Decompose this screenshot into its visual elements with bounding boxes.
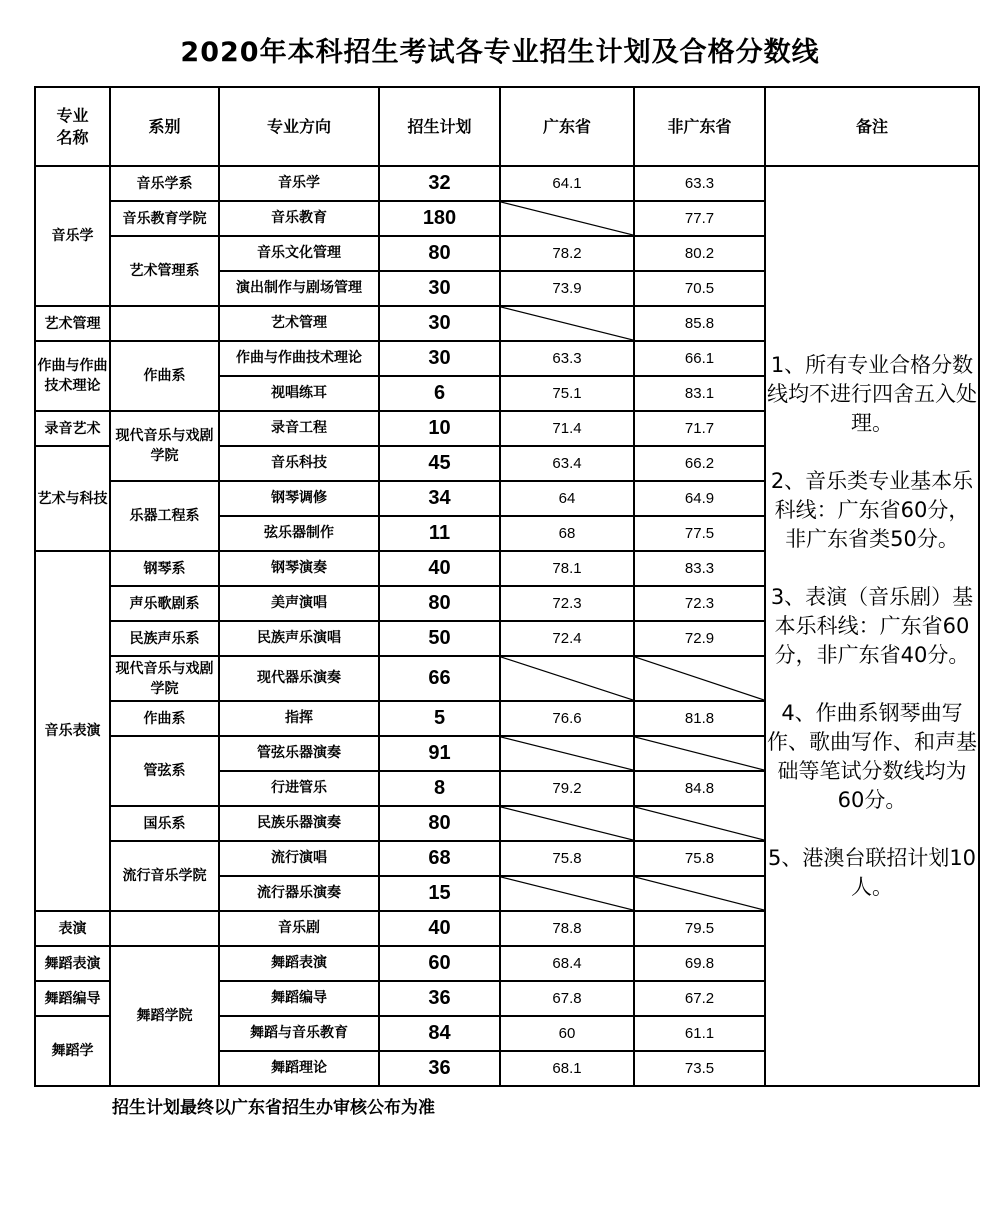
plan-cell: 80 (379, 586, 500, 621)
plan-cell: 6 (379, 376, 500, 411)
diagonal-slash (501, 657, 633, 700)
note-item: 3、表演（音乐剧）基本乐科线：广东省60分，非广东省40分。 (770, 584, 974, 667)
major-cell: 舞蹈编导 (35, 981, 110, 1016)
direction-cell: 音乐科技 (219, 446, 379, 481)
major-cell: 艺术管理 (35, 306, 110, 341)
non-guangdong-score-na (634, 876, 765, 911)
non-guangdong-score: 66.2 (634, 446, 765, 481)
guangdong-score-na (500, 201, 634, 236)
plan-cell: 30 (379, 306, 500, 341)
diagonal-slash (635, 657, 764, 700)
major-cell: 舞蹈学 (35, 1016, 110, 1086)
dept-cell: 声乐歌剧系 (110, 586, 219, 621)
non-guangdong-score: 71.7 (634, 411, 765, 446)
plan-cell: 30 (379, 341, 500, 376)
diagonal-slash (501, 307, 633, 340)
plan-cell: 180 (379, 201, 500, 236)
page-title: 2020年本科招生考试各专业招生计划及合格分数线 (180, 37, 820, 68)
direction-cell: 流行器乐演奏 (219, 876, 379, 911)
guangdong-score: 68.4 (500, 946, 634, 981)
direction-cell: 管弦乐器演奏 (219, 736, 379, 771)
non-guangdong-score: 69.8 (634, 946, 765, 981)
non-guangdong-score: 63.3 (634, 166, 765, 201)
direction-cell: 音乐学 (219, 166, 379, 201)
direction-cell: 音乐教育 (219, 201, 379, 236)
guangdong-score: 64 (500, 481, 634, 516)
direction-cell: 钢琴演奏 (219, 551, 379, 586)
direction-cell: 民族乐器演奏 (219, 806, 379, 841)
diagonal-slash (635, 877, 764, 910)
guangdong-score: 71.4 (500, 411, 634, 446)
header-direction: 专业方向 (219, 87, 379, 166)
non-guangdong-score: 67.2 (634, 981, 765, 1016)
non-guangdong-score: 84.8 (634, 771, 765, 806)
non-guangdong-score: 81.8 (634, 701, 765, 736)
plan-cell: 60 (379, 946, 500, 981)
plan-cell: 50 (379, 621, 500, 656)
non-guangdong-score: 72.9 (634, 621, 765, 656)
table-row (35, 166, 979, 201)
dept-cell: 作曲系 (110, 341, 219, 411)
plan-cell: 80 (379, 236, 500, 271)
plan-cell: 40 (379, 911, 500, 946)
dept-cell: 民族声乐系 (110, 621, 219, 656)
plan-cell: 84 (379, 1016, 500, 1051)
plan-cell: 66 (379, 656, 500, 701)
non-guangdong-score-na (634, 736, 765, 771)
plan-cell: 68 (379, 841, 500, 876)
direction-cell: 音乐剧 (219, 911, 379, 946)
plan-cell: 5 (379, 701, 500, 736)
guangdong-score: 68.1 (500, 1051, 634, 1086)
guangdong-score: 63.3 (500, 341, 634, 376)
major-cell: 艺术与科技 (35, 446, 110, 551)
direction-cell: 指挥 (219, 701, 379, 736)
direction-cell: 作曲与作曲技术理论 (219, 341, 379, 376)
note-item: 1、所有专业合格分数线均不进行四舍五入处理。 (767, 352, 977, 435)
non-guangdong-score: 77.5 (634, 516, 765, 551)
admission-table (34, 86, 980, 1087)
plan-cell: 36 (379, 981, 500, 1016)
plan-cell: 36 (379, 1051, 500, 1086)
non-guangdong-score: 85.8 (634, 306, 765, 341)
header-dept: 系别 (110, 87, 219, 166)
dept-cell: 艺术管理系 (110, 236, 219, 306)
plan-cell: 8 (379, 771, 500, 806)
plan-cell: 45 (379, 446, 500, 481)
diagonal-slash (635, 737, 764, 770)
guangdong-score-na (500, 656, 634, 701)
non-guangdong-score: 83.1 (634, 376, 765, 411)
header-row (35, 87, 979, 166)
non-guangdong-score: 61.1 (634, 1016, 765, 1051)
direction-cell: 舞蹈编导 (219, 981, 379, 1016)
header-notes: 备注 (765, 87, 979, 166)
non-guangdong-score: 75.8 (634, 841, 765, 876)
plan-cell: 34 (379, 481, 500, 516)
dept-cell: 乐器工程系 (110, 481, 219, 551)
guangdong-score: 78.2 (500, 236, 634, 271)
major-cell: 作曲与作曲技术理论 (35, 341, 110, 411)
plan-cell: 30 (379, 271, 500, 306)
direction-cell: 行进管乐 (219, 771, 379, 806)
non-guangdong-score-na (634, 806, 765, 841)
direction-cell: 演出制作与剧场管理 (219, 271, 379, 306)
diagonal-slash (501, 202, 633, 235)
guangdong-score: 60 (500, 1016, 634, 1051)
direction-cell: 舞蹈理论 (219, 1051, 379, 1086)
guangdong-score-na (500, 736, 634, 771)
guangdong-score: 72.3 (500, 586, 634, 621)
direction-cell: 钢琴调修 (219, 481, 379, 516)
plan-cell: 10 (379, 411, 500, 446)
guangdong-score-na (500, 806, 634, 841)
dept-cell: 现代音乐与戏剧学院 (110, 411, 219, 481)
guangdong-score: 75.1 (500, 376, 634, 411)
guangdong-score: 67.8 (500, 981, 634, 1016)
direction-cell: 弦乐器制作 (219, 516, 379, 551)
dept-cell: 音乐教育学院 (110, 201, 219, 236)
header-non-guangdong: 非广东省 (634, 87, 765, 166)
non-guangdong-score-na (634, 656, 765, 701)
diagonal-slash (501, 737, 633, 770)
note-item: 5、港澳台联招计划10人。 (767, 845, 977, 899)
guangdong-score-na (500, 876, 634, 911)
dept-cell (110, 306, 219, 341)
note-item: 2、音乐类专业基本乐科线：广东省60分，非广东省类50分。 (770, 468, 974, 551)
guangdong-score: 78.8 (500, 911, 634, 946)
non-guangdong-score: 80.2 (634, 236, 765, 271)
diagonal-slash (501, 877, 633, 910)
header-plan: 招生计划 (379, 87, 500, 166)
dept-cell (110, 911, 219, 946)
major-cell: 表演 (35, 911, 110, 946)
dept-cell: 国乐系 (110, 806, 219, 841)
guangdong-score: 63.4 (500, 446, 634, 481)
footer-note: 招生计划最终以广东省招生办审核公布为准 (112, 1098, 435, 1118)
header-guangdong: 广东省 (500, 87, 634, 166)
non-guangdong-score: 79.5 (634, 911, 765, 946)
plan-cell: 40 (379, 551, 500, 586)
direction-cell: 艺术管理 (219, 306, 379, 341)
direction-cell: 视唱练耳 (219, 376, 379, 411)
plan-cell: 91 (379, 736, 500, 771)
dept-cell: 管弦系 (110, 736, 219, 806)
plan-cell: 15 (379, 876, 500, 911)
guangdong-score: 68 (500, 516, 634, 551)
major-cell: 音乐表演 (35, 551, 110, 911)
diagonal-slash (501, 807, 633, 840)
non-guangdong-score: 77.7 (634, 201, 765, 236)
guangdong-score: 64.1 (500, 166, 634, 201)
major-cell: 舞蹈表演 (35, 946, 110, 981)
non-guangdong-score: 73.5 (634, 1051, 765, 1086)
dept-cell: 流行音乐学院 (110, 841, 219, 911)
non-guangdong-score: 83.3 (634, 551, 765, 586)
direction-cell: 现代器乐演奏 (219, 656, 379, 701)
non-guangdong-score: 66.1 (634, 341, 765, 376)
direction-cell: 美声演唱 (219, 586, 379, 621)
direction-cell: 音乐文化管理 (219, 236, 379, 271)
guangdong-score: 72.4 (500, 621, 634, 656)
header-major: 专业 名称 (35, 87, 110, 166)
guangdong-score: 75.8 (500, 841, 634, 876)
note-item: 4、作曲系钢琴曲写作、歌曲写作、和声基础等笔试分数线均为60分。 (767, 700, 977, 812)
non-guangdong-score: 64.9 (634, 481, 765, 516)
plan-cell: 11 (379, 516, 500, 551)
plan-cell: 80 (379, 806, 500, 841)
notes-cell (765, 166, 979, 1086)
direction-cell: 舞蹈表演 (219, 946, 379, 981)
non-guangdong-score: 70.5 (634, 271, 765, 306)
guangdong-score: 79.2 (500, 771, 634, 806)
guangdong-score: 76.6 (500, 701, 634, 736)
direction-cell: 流行演唱 (219, 841, 379, 876)
guangdong-score-na (500, 306, 634, 341)
direction-cell: 民族声乐演唱 (219, 621, 379, 656)
dept-cell: 舞蹈学院 (110, 946, 219, 1086)
non-guangdong-score: 72.3 (634, 586, 765, 621)
direction-cell: 录音工程 (219, 411, 379, 446)
dept-cell: 作曲系 (110, 701, 219, 736)
dept-cell: 现代音乐与戏剧学院 (110, 656, 219, 701)
guangdong-score: 73.9 (500, 271, 634, 306)
diagonal-slash (635, 807, 764, 840)
major-cell: 录音艺术 (35, 411, 110, 446)
guangdong-score: 78.1 (500, 551, 634, 586)
dept-cell: 钢琴系 (110, 551, 219, 586)
major-cell: 音乐学 (35, 166, 110, 306)
direction-cell: 舞蹈与音乐教育 (219, 1016, 379, 1051)
dept-cell: 音乐学系 (110, 166, 219, 201)
plan-cell: 32 (379, 166, 500, 201)
